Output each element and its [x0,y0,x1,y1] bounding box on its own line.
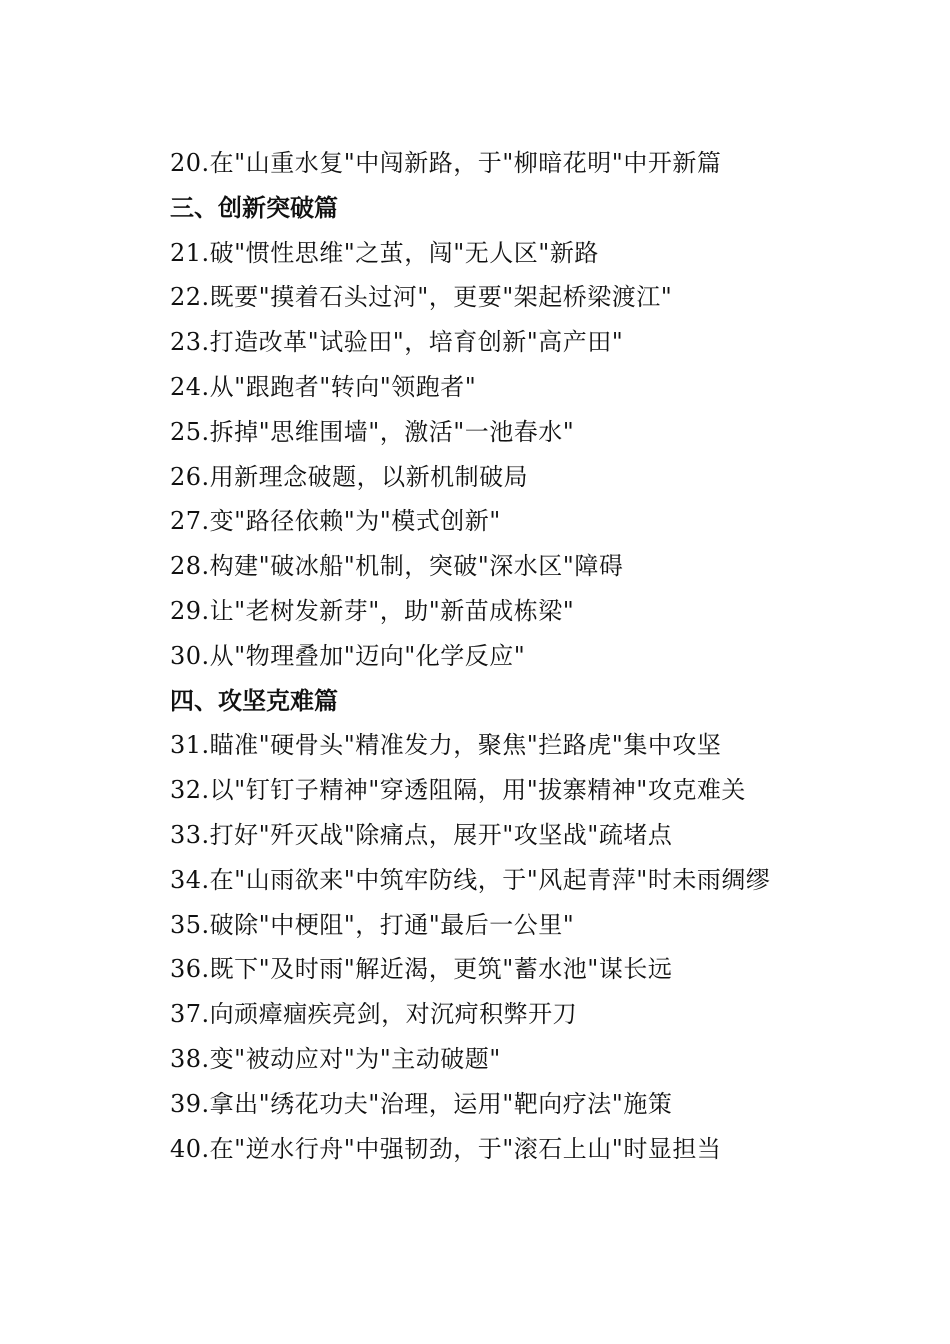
list-item: 26.用新理念破题，以新机制破局 [170,462,529,491]
list-item: 32.以"钉钉子精神"穿透阻隔，用"拔寨精神"攻克难关 [170,776,746,805]
list-item: 33.打好"歼灭战"除痛点，展开"攻坚战"疏堵点 [170,820,673,849]
list-item: 29.让"老树发新芽"，助"新苗成栋梁" [170,596,575,625]
list-item: 24.从"跟跑者"转向"领跑者" [170,372,477,401]
list-item: 34.在"山雨欲来"中筑牢防线，于"风起青萍"时未雨绸缪 [170,865,771,894]
list-item: 21.破"惯性思维"之茧，闯"无人区"新路 [170,238,599,267]
section-heading: 三、创新突破篇 [170,193,338,222]
list-item: 25.拆掉"思维围墙"，激活"一池春水" [170,417,575,446]
list-item: 30.从"物理叠加"迈向"化学反应" [170,641,526,670]
list-item: 38.变"被动应对"为"主动破题" [170,1044,501,1073]
list-item: 28.构建"破冰船"机制，突破"深水区"障碍 [170,552,624,581]
document-body [170,141,910,1171]
list-item: 20.在"山重水复"中闯新路，于"柳暗花明"中开新篇 [170,149,722,177]
list-item: 37.向顽瘴痼疾亮剑，对沉疴积弊开刀 [170,1000,578,1029]
list-item: 40.在"逆水行舟"中强韧劲，于"滚石上山"时显担当 [170,1134,722,1163]
list-item: 22.既要"摸着石头过河"，更要"架起桥梁渡江" [170,283,673,312]
list-item: 36.既下"及时雨"解近渴，更筑"蓄水池"谋长远 [170,955,673,984]
section-heading: 四、攻坚克难篇 [170,686,338,715]
list-item: 39.拿出"绣花功夫"治理，运用"靶向疗法"施策 [170,1089,673,1118]
list-item: 35.破除"中梗阻"，打通"最后一公里" [170,910,575,939]
list-item: 27.变"路径依赖"为"模式创新" [170,507,501,536]
list-item: 31.瞄准"硬骨头"精准发力，聚焦"拦路虎"集中攻坚 [170,731,722,760]
list-item: 23.打造改革"试验田"，培育创新"高产田" [170,328,624,357]
